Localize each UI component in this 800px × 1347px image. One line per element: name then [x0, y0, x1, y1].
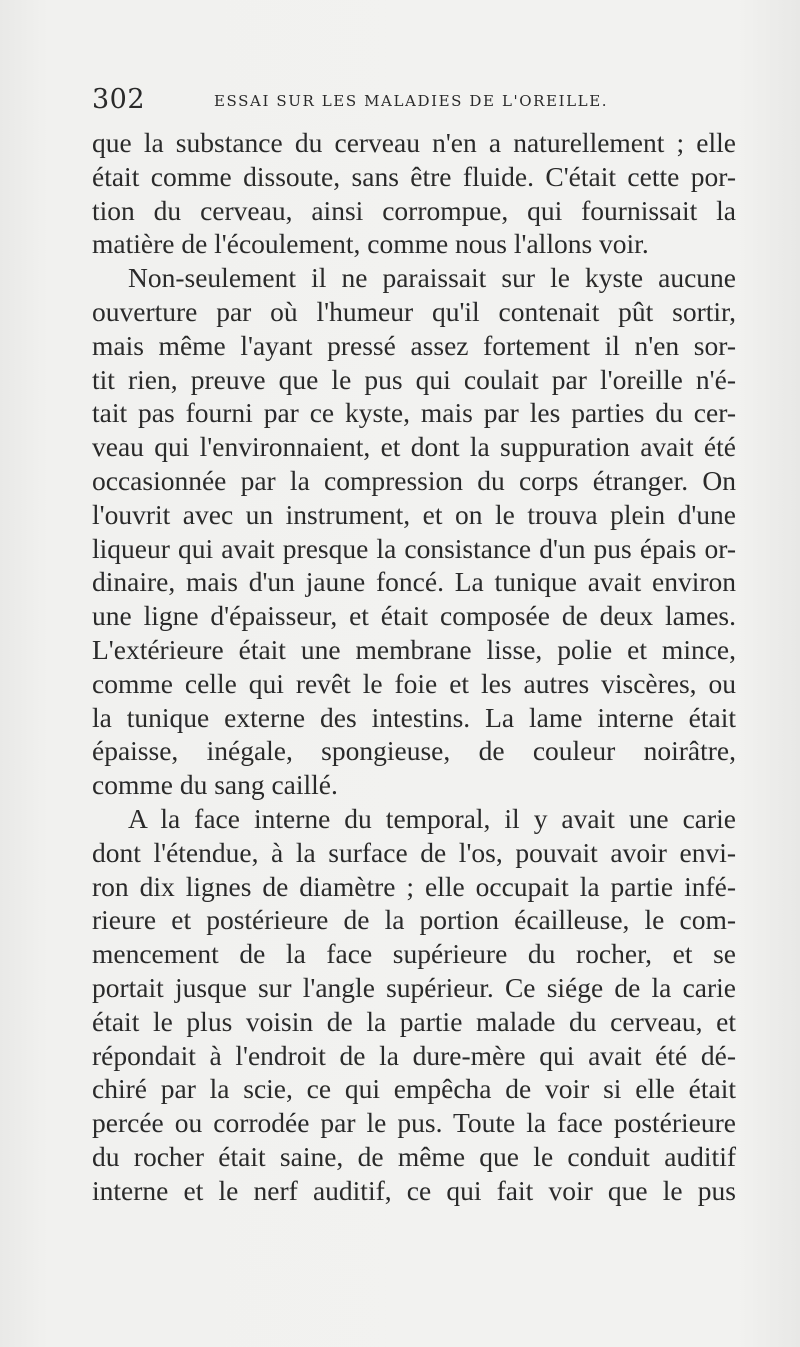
text-line: tait pas fourni par ce kyste, mais par les parties du cer-: [92, 397, 736, 429]
text-line: interne et le nerf auditif, ce qui fait voir que le pus: [92, 1174, 736, 1206]
text-line: comme du sang caillé.: [92, 769, 338, 801]
text-line: mencement de la face supérieure du rocher, et se: [92, 938, 736, 970]
text-line: dont l'étendue, à la surface de l'os, pouvait avoir envi-: [92, 836, 736, 868]
text-line: l'ouvrit avec un instrument, et on le trouva plein d'une: [92, 498, 736, 530]
text-line: était le plus voisin de la partie malade du cerveau, et: [92, 1005, 736, 1037]
text-line: matière de l'écoulement, comme nous l'allons voir.: [92, 228, 649, 260]
text-line: veau qui l'environnaient, et dont la suppuration avait été: [92, 431, 736, 463]
text-line: comme celle qui revêt le foie et les autres viscères, ou: [92, 667, 736, 699]
text-line: une ligne d'épaisseur, et était composée de deux lames.: [92, 600, 736, 632]
running-head: ESSAI SUR LES MALADIES DE L'OREILLE.: [214, 92, 609, 110]
text-line: occasionnée par la compression du corps étranger. On: [92, 464, 736, 496]
text-line: épaisse, inégale, spongieuse, de couleur noirâtre,: [92, 735, 736, 767]
text-line: liqueur qui avait presque la consistance d'un pus épais or-: [92, 532, 736, 564]
text-line: portait jusque sur l'angle supérieur. Ce siége de la carie: [92, 971, 736, 1003]
text-line: ouverture par où l'humeur qu'il contenait pût sortir,: [92, 295, 736, 327]
text-line: chiré par la scie, ce qui empêcha de voir si elle était: [92, 1073, 736, 1105]
text-line: du rocher était saine, de même que le conduit auditif: [92, 1140, 736, 1172]
text-line: rieure et postérieure de la portion écailleuse, le com-: [92, 904, 736, 936]
text-line: Non-seulement il ne paraissait sur le kyste aucune: [128, 262, 736, 294]
text-line: la tunique externe des intestins. La lame interne était: [92, 701, 736, 733]
text-line: dinaire, mais d'un jaune foncé. La tunique avait environ: [92, 566, 736, 598]
text-line: A la face interne du temporal, il y avait une carie: [128, 802, 736, 834]
text-line: tion du cerveau, ainsi corrompue, qui fournissait la: [92, 194, 736, 226]
body-text: [92, 126, 736, 1208]
text-line: tit rien, preuve que le pus qui coulait par l'oreille n'é-: [92, 363, 736, 395]
page-number: 302: [92, 84, 146, 115]
text-line: répondait à l'endroit de la dure-mère qui avait été dé-: [92, 1039, 736, 1071]
text-line: que la substance du cerveau n'en a naturellement ; elle: [92, 127, 736, 158]
page-header: [92, 84, 720, 118]
text-line: percée ou corrodée par le pus. Toute la face postérieure: [92, 1107, 736, 1139]
text-line: était comme dissoute, sans être fluide. C'était cette por-: [92, 160, 736, 192]
text-line: ron dix lignes de diamètre ; elle occupait la partie infé-: [92, 870, 736, 902]
text-line: L'extérieure était une membrane lisse, polie et mince,: [92, 633, 736, 665]
text-line: mais même l'ayant pressé assez fortement il n'en sor-: [92, 329, 736, 361]
